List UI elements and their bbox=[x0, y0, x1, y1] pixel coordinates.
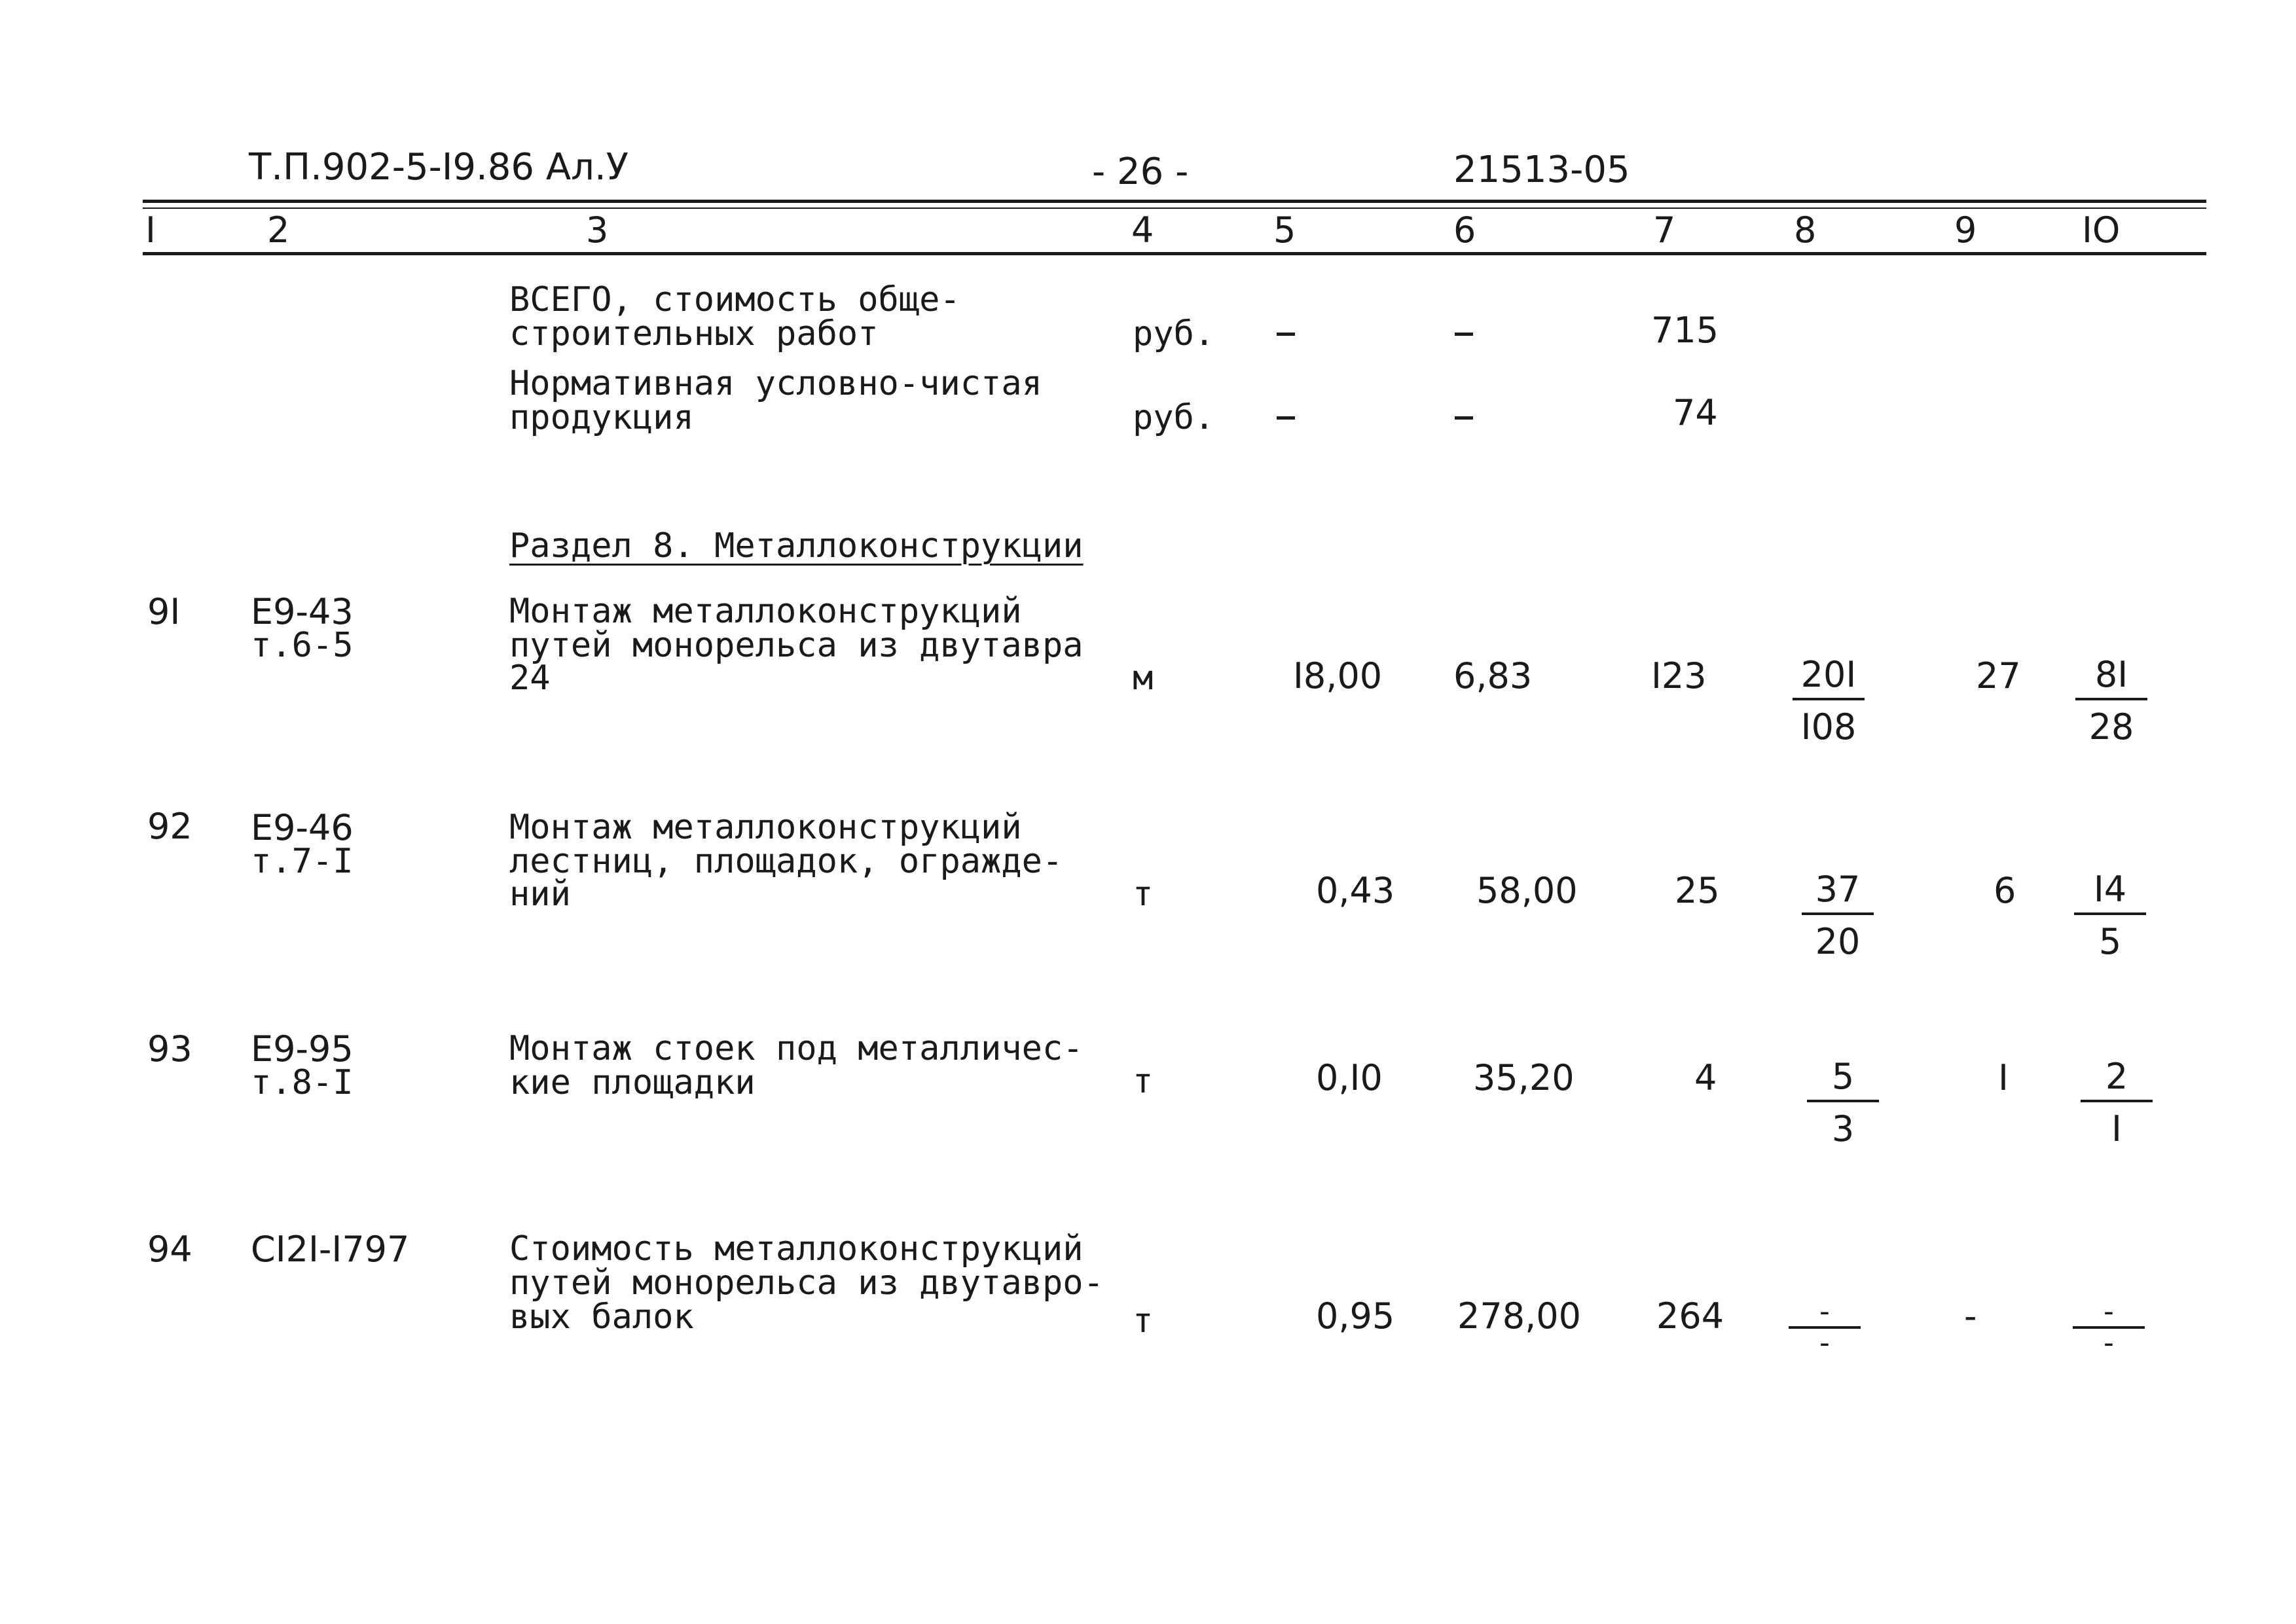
row-93-col8-fraction bbox=[1807, 1056, 1879, 1149]
row-92-total: 25 bbox=[1675, 870, 1720, 911]
header-mid-rule bbox=[143, 208, 2206, 209]
column-header-5: 5 bbox=[1273, 209, 1296, 251]
row-94-col9: - bbox=[1964, 1295, 1977, 1337]
row-91-code1: Е9-43 bbox=[251, 591, 354, 632]
row-93-desc1: Монтаж стоек под металличес- bbox=[509, 1029, 1084, 1068]
row-94-qty: 0,95 bbox=[1316, 1295, 1395, 1337]
totals-cost-unit: руб. bbox=[1133, 314, 1215, 353]
row-94-col8-fraction bbox=[1789, 1297, 1861, 1358]
row-92-desc1: Монтаж металлоконструкций bbox=[509, 808, 1022, 847]
row-91-col9: 27 bbox=[1976, 655, 2021, 696]
column-header-4: 4 bbox=[1131, 209, 1154, 251]
row-91-code2: т.6-5 bbox=[251, 626, 354, 665]
column-header-6: 6 bbox=[1453, 209, 1476, 251]
row-93-code2: т.8-I bbox=[251, 1063, 354, 1102]
document-code: Т.П.902-5-I9.86 Ал.У bbox=[249, 146, 629, 189]
row-92-col8-fraction bbox=[1802, 869, 1874, 962]
row-92-code1: Е9-46 bbox=[251, 807, 354, 848]
row-94-col10-fraction bbox=[2073, 1297, 2145, 1358]
row-93-col10-top: 2 bbox=[2081, 1059, 2153, 1102]
column-header-8: 8 bbox=[1794, 209, 1817, 251]
row-91-col10-fraction bbox=[2075, 654, 2147, 748]
row-91-desc3: 24 bbox=[509, 659, 551, 698]
row-94-desc1: Стоимость металлоконструкций bbox=[509, 1229, 1084, 1269]
column-header-2: 2 bbox=[267, 209, 290, 251]
row-94-price: 278,00 bbox=[1457, 1295, 1581, 1337]
row-92-col8-bottom: 20 bbox=[1815, 921, 1861, 962]
column-header-1: I bbox=[145, 209, 156, 251]
row-93-number: 93 bbox=[147, 1028, 192, 1070]
column-header-3: 3 bbox=[586, 209, 609, 251]
row-91-total: I23 bbox=[1651, 655, 1707, 696]
totals-net-col5-dash bbox=[1277, 416, 1295, 420]
row-94-col8-top: - bbox=[1789, 1297, 1861, 1329]
row-94-desc2: путей монорельса из двутавро- bbox=[509, 1263, 1104, 1303]
row-92-col10-bottom: 5 bbox=[2098, 921, 2122, 962]
row-91-unit: м bbox=[1133, 659, 1154, 698]
totals-net-unit: руб. bbox=[1133, 398, 1215, 437]
row-92-desc3: ний bbox=[509, 875, 571, 914]
totals-net-value: 74 bbox=[1673, 392, 1718, 433]
totals-net-label-line1: Нормативная условно-чистая bbox=[509, 364, 1042, 403]
row-93-unit: т bbox=[1133, 1062, 1154, 1101]
row-94-col10-top: - bbox=[2073, 1297, 2145, 1329]
row-93-desc2: кие площадки bbox=[509, 1063, 756, 1102]
row-91-desc1: Монтаж металлоконструкций bbox=[509, 592, 1022, 631]
column-header-9: 9 bbox=[1954, 209, 1977, 251]
header-top-rule bbox=[143, 200, 2206, 203]
row-94-total: 264 bbox=[1656, 1295, 1724, 1337]
row-92-col10-fraction bbox=[2074, 869, 2146, 962]
row-91-col8-fraction bbox=[1793, 654, 1865, 748]
row-92-col9: 6 bbox=[1994, 870, 2016, 911]
row-92-col10-top: I4 bbox=[2074, 872, 2146, 915]
row-93-code1: Е9-95 bbox=[251, 1028, 354, 1070]
row-93-col10-fraction bbox=[2081, 1056, 2153, 1149]
row-92-number: 92 bbox=[147, 806, 192, 847]
row-92-col8-top: 37 bbox=[1802, 872, 1874, 915]
row-91-col10-top: 8I bbox=[2075, 657, 2147, 700]
row-92-price: 58,00 bbox=[1476, 870, 1578, 911]
row-91-desc2: путей монорельса из двутавра bbox=[509, 626, 1084, 665]
row-92-unit: т bbox=[1133, 875, 1154, 914]
row-94-code1: СI2I-I797 bbox=[251, 1229, 410, 1270]
row-93-col9: I bbox=[1998, 1057, 2009, 1098]
row-91-number: 9I bbox=[147, 591, 181, 632]
row-92-desc2: лестниц, площадок, огражде- bbox=[509, 842, 1063, 881]
document-number: 21513-05 bbox=[1453, 149, 1630, 191]
row-92-qty: 0,43 bbox=[1316, 870, 1395, 911]
row-93-col8-top: 5 bbox=[1807, 1059, 1879, 1102]
header-bottom-rule bbox=[143, 252, 2206, 255]
row-93-total: 4 bbox=[1694, 1057, 1717, 1098]
row-93-qty: 0,I0 bbox=[1316, 1057, 1383, 1098]
row-93-col8-bottom: 3 bbox=[1831, 1108, 1855, 1149]
row-93-col10-bottom: I bbox=[2111, 1108, 2122, 1149]
column-header-10: IO bbox=[2082, 209, 2121, 251]
row-94-col8-bottom: - bbox=[1819, 1326, 1830, 1360]
page-number: - 26 - bbox=[1092, 151, 1189, 193]
row-94-desc3: вых балок bbox=[509, 1297, 694, 1337]
row-91-col8-top: 20I bbox=[1793, 657, 1865, 700]
totals-cost-label-line1: ВСЕГО, стоимость обще- bbox=[509, 280, 960, 319]
totals-cost-label-line2: строительных работ bbox=[509, 314, 879, 353]
row-93-price: 35,20 bbox=[1473, 1057, 1575, 1098]
row-94-unit: т bbox=[1133, 1301, 1154, 1341]
row-92-code2: т.7-I bbox=[251, 842, 354, 881]
row-91-price: 6,83 bbox=[1453, 655, 1533, 696]
row-94-number: 94 bbox=[147, 1229, 192, 1270]
row-91-qty: I8,00 bbox=[1293, 655, 1383, 696]
row-91-col8-bottom: I08 bbox=[1800, 706, 1857, 748]
row-94-col10-bottom: - bbox=[2104, 1326, 2114, 1360]
column-header-7: 7 bbox=[1653, 209, 1676, 251]
totals-cost-col5-dash bbox=[1277, 333, 1295, 336]
section-title: Раздел 8. Металлоконструкции bbox=[509, 526, 1084, 566]
totals-net-label-line2: продукция bbox=[509, 398, 694, 437]
totals-net-col6-dash bbox=[1455, 416, 1473, 420]
totals-cost-col6-dash bbox=[1455, 333, 1473, 336]
row-91-col10-bottom: 28 bbox=[2088, 706, 2134, 748]
totals-cost-value: 715 bbox=[1651, 310, 1719, 351]
